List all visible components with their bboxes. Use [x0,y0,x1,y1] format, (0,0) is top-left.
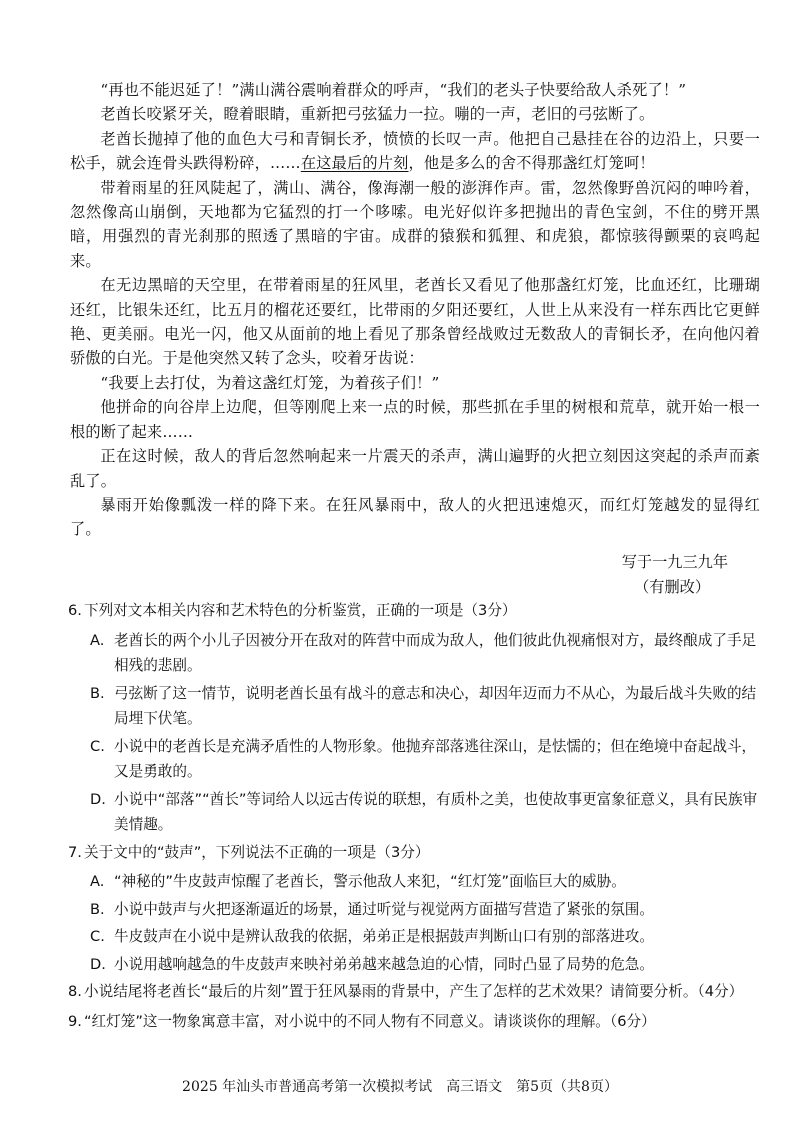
question-8: 8. 小说结尾将老酋长“最后的片刻”置于狂风暴雨的背景中，产生了怎样的艺术效果？请简要分析。（4分） [68,983,744,1000]
paragraph: 暴雨开始像瓢泼一样的降下来。在狂风暴雨中，敌人的火把迅速熄灭，而红灯笼越发的显得红了。 [70,495,760,539]
paragraph: 正在这时候，敌人的背后忽然响起来一片震天的杀声，满山遍野的火把立刻因这突起的杀声而紊乱了。 [70,447,760,490]
paragraph: 他拼命的向谷岸上边爬，但等刚爬上来一点的时候，那些抓在手里的树根和荒草，就开始一根一根的断了起来…… [70,398,760,441]
paragraph: “我要上去打仗，为着这盏红灯笼，为着孩子们！” [100,373,440,392]
option-c: C. 牛皮鼓声在小说中是辨认敌我的依据，弟弟正是根据鼓声判断山口有别的部落进攻。 [90,928,654,945]
date-note: 写于一九三九年 [621,553,728,571]
question-6: 6. 下列对文本相关内容和艺术特色的分析鉴赏，正确的一项是（3分） [68,602,517,619]
option-a: A. “神秘的”牛皮鼓声惊醒了老酋长，警示他敌人来犯，“红灯笼”面临巨大的威胁。 [90,873,626,890]
page-footer: 2025 年汕头市普通高考第一次模拟考试 高三语文 第5页（共8页） [182,1079,618,1095]
question-7: 7. 关于文中的“鼓声”，下列说法不正确的一项是（3分） [68,843,430,861]
paragraph: 老酋长抛掉了他的血色大弓和青铜长矛，愤愤的长叹一声。他把自己悬挂在谷的边沿上，只要一松手，就会连骨头跌得粉碎，……在这最后的片刻，他是多么的舍不得那盏红灯笼呵！ [70,129,760,173]
paragraph: 带着雨星的狂风陡起了，满山、满谷，像海潮一般的澎湃作声。雷，忽然像野兽沉闷的呻吟着，忽然像高山崩倒，天地都为它猛烈的打一个哆嗦。电光好似许多把抛出的青色宝剑，不住的劈开黑暗，用强烈的青光刹那的照透了黑暗的宇宙。成群的猿猴和狐狸、和虎狼，都惊骇得颤栗的哀鸣起来。 [70,178,760,270]
option-c: C. 小说中的老酋长是充满矛盾性的人物形象。他抛弃部落逃往深山，是怯懦的；但在绝境中奋起战斗，又是勇敢的。 [90,737,757,780]
underlined-phrase: 在这最后的片刻 [300,154,409,173]
paragraph: 老酋长咬紧牙关，瞪着眼睛，重新把弓弦猛力一拉。嘣的一声，老旧的弓弦断了。 [100,105,655,124]
paragraph: 在无边黑暗的天空里，在带着雨星的狂风里，老酋长又看见了他那盏红灯笼，比血还红，比珊瑚还红，比银朱还红，比五月的榴花还要红，比带雨的夕阳还要红，人世上从来没有一样东西比它更鲜艳、更美丽。电光一闪，他又从面前的地上看见了那条曾经战败过无数敌人的青铜长矛，在向他闪着骄傲的白光。于是他突然又转了念头，咬着牙齿说： [70,276,760,368]
paragraph: “再也不能迟延了！”满山满谷震响着群众的呼声，“我们的老头子快要给敌人杀死了！” [100,81,687,99]
questions-section [68,598,768,1038]
option-b: B. 小说中鼓声与火把逐渐逼近的场景，通过听觉与视觉两方面描写营造了紧张的氛围。 [90,900,654,918]
option-b: B. 弓弦断了这一情节，说明老酋长虽有战斗的意志和决心，却因年迈而力不从心，为最后战斗失败的结局埋下伏笔。 [90,684,757,727]
edit-note: （有删改） [634,578,710,596]
story-passage [70,78,760,542]
option-a: A. 老酋长的两个小儿子因被分开在敌对的阵营中而成为敌人，他们彼此仇视痛恨对方，最终酿成了手足相残的悲剧。 [90,631,757,674]
option-d: D. 小说用越响越急的牛皮鼓声来映衬弟弟越来越急迫的心情，同时凸显了局势的危急。 [90,955,654,973]
question-9: 9. “红灯笼”这一物象寓意丰富，对小说中的不同人物有不同意义。请谈谈你的理解。（6分） [68,1012,656,1030]
option-d: D. 小说中“部落”“酋长”等词给人以远古传说的联想，有质朴之美，也使故事更富象征意义，具有民族审美情趣。 [90,790,758,833]
